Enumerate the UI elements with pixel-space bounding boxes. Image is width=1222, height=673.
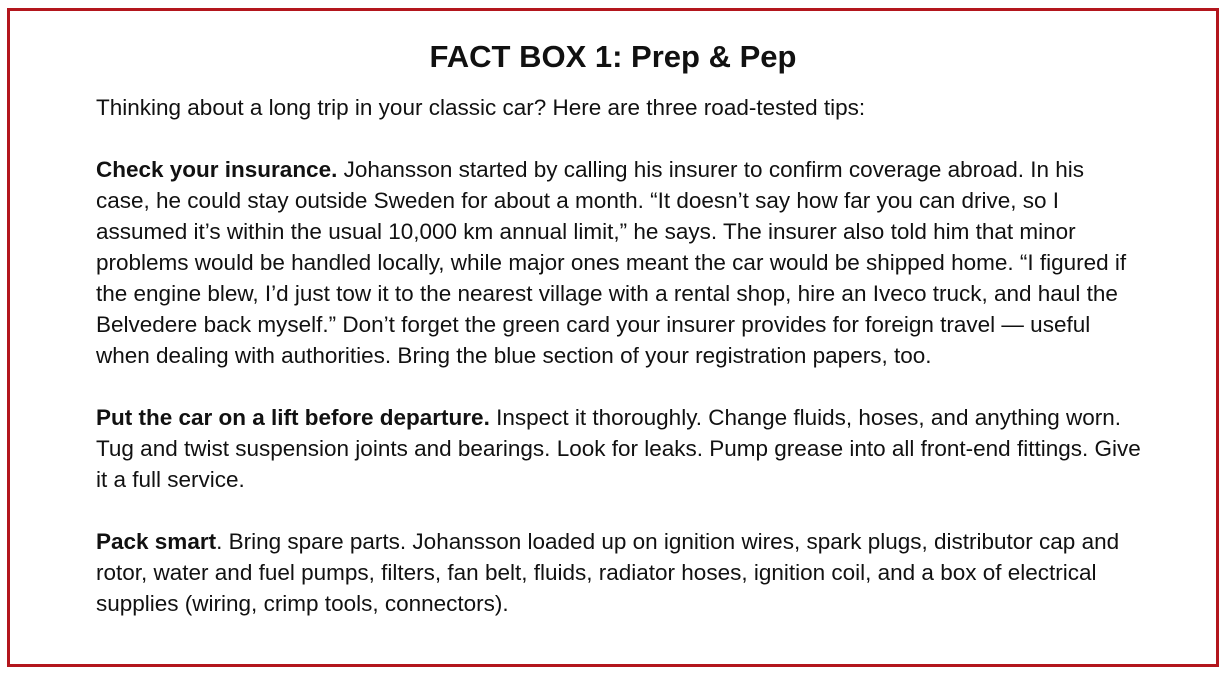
intro-paragraph: Thinking about a long trip in your classic car? Here are three road-tested tips: — [96, 95, 866, 120]
tip-insurance-text: Johansson started by calling his insurer to confirm coverage abroad. In his case, he could stay outside Sweden for about a month. “It doesn’t say how far you can drive, so I assumed it’s within the usual 10,000 km annual limit,” he says. The insurer also told him that minor problems would be handled locally, while major ones meant the car would be shipped home. “I figured if the engine blew, I’d just tow it to the nearest village with a rental shop, hire an Iveco truck, and haul the Belvedere back myself.” Don’t forget the green card your insurer provides for foreign travel — useful when dealing with authorities. Bring the blue section of your registration papers, too. — [96, 157, 1127, 368]
tip-lift-heading: Put the car on a lift before departure. — [96, 405, 490, 430]
tip-pack-text: . Bring spare parts. Johansson loaded up on ignition wires, spark plugs, distributor cap and rotor, water and fuel pumps, filters, fan belt, fluids, radiator hoses, ignition coil, and a box of electrical supplies (wiring, crimp tools, connectors). — [96, 529, 1120, 616]
tip-lift — [96, 402, 1141, 495]
fact-box-content — [96, 92, 1141, 619]
fact-box-title: FACT BOX 1: Prep & Pep — [429, 39, 797, 74]
tip-insurance — [96, 154, 1141, 371]
tip-pack — [96, 526, 1141, 619]
tip-pack-heading: Pack smart — [96, 529, 217, 554]
tip-insurance-heading: Check your insurance. — [96, 157, 338, 182]
fact-box — [7, 8, 1219, 667]
tip-lift-text: Inspect it thoroughly. Change fluids, hoses, and anything worn. Tug and twist suspension joints and bearings. Look for leaks. Pump grease into all front-end fittings. Give it a full service. — [96, 405, 1141, 492]
